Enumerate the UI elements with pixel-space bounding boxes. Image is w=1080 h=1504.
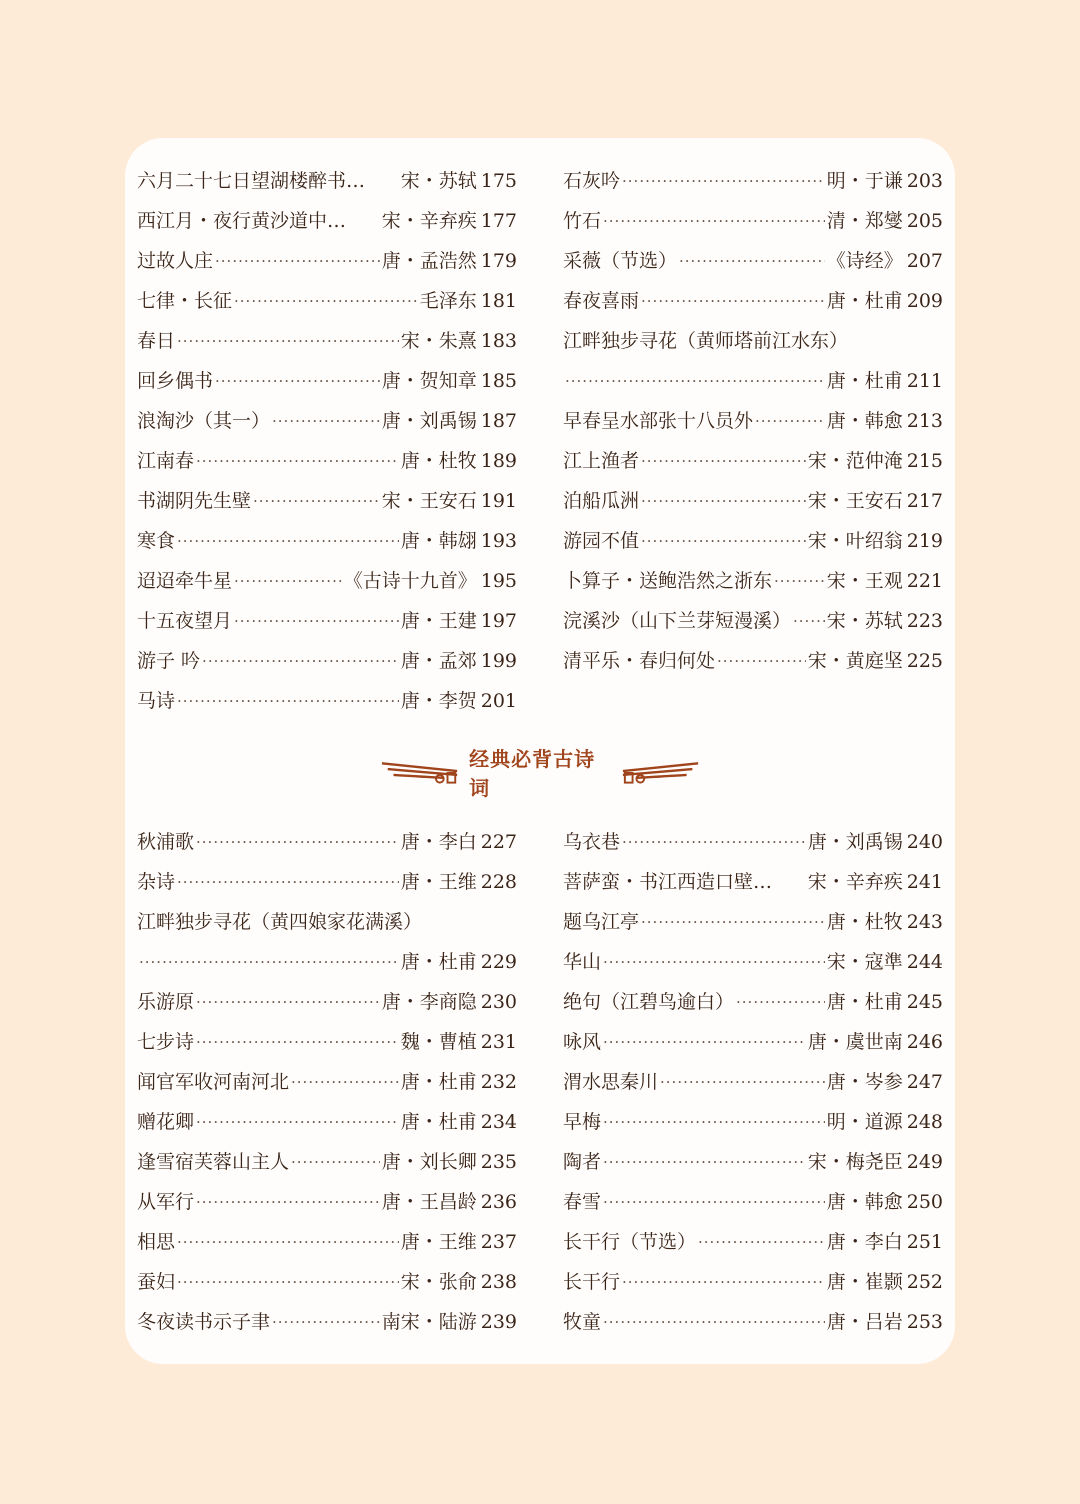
dot-leader	[196, 1102, 399, 1142]
toc-entry-page-number: 232	[480, 1071, 517, 1093]
toc-entry-author: 唐・韩愈	[826, 1191, 903, 1213]
dot-leader	[196, 982, 380, 1022]
dot-leader	[139, 942, 399, 982]
dot-leader	[272, 1302, 380, 1342]
toc-entry[interactable]	[137, 441, 517, 481]
toc-entry-ellipsis: …	[327, 210, 347, 232]
toc-entry-page-number: 250	[906, 1191, 943, 1213]
dot-leader	[603, 1142, 806, 1182]
toc-entry-title: 华山	[563, 951, 602, 973]
toc-entry-page-number: 175	[480, 170, 517, 192]
toc-entry-title: 逢雪宿芙蓉山主人	[137, 1151, 290, 1173]
toc-entry[interactable]	[563, 1062, 943, 1102]
toc-entry-author: 明・道源	[826, 1111, 903, 1133]
toc-entry[interactable]	[137, 681, 517, 721]
toc-entry[interactable]	[137, 1302, 517, 1342]
dot-leader	[196, 822, 399, 862]
toc-entry-title: 春雪	[563, 1191, 602, 1213]
toc-entry[interactable]	[563, 161, 943, 201]
toc-entry-page-number: 234	[480, 1111, 517, 1133]
toc-entry-page-number: 238	[480, 1271, 517, 1293]
toc-entry-author: 唐・杜牧	[400, 450, 477, 472]
toc-entry-page-number: 205	[906, 210, 943, 232]
toc-entry-title: 江畔独步寻花（黄四娘家花满溪）	[137, 911, 423, 933]
toc-entry-title: 七步诗	[137, 1031, 195, 1053]
toc-entry[interactable]	[137, 982, 517, 1022]
dot-leader	[603, 1182, 825, 1222]
toc-entry-author: 唐・虞世南	[807, 1031, 903, 1053]
toc-entry-page-number: 193	[480, 530, 517, 552]
dot-leader	[234, 281, 418, 321]
toc-entry-title: 江南春	[137, 450, 195, 472]
dot-leader	[177, 681, 399, 721]
toc-entry-title: 石灰吟	[563, 170, 621, 192]
toc-entry-author: 唐・杜牧	[826, 911, 903, 933]
toc-entry-page-number: 248	[906, 1111, 943, 1133]
toc-entry[interactable]	[563, 1102, 943, 1142]
toc-entry[interactable]	[137, 942, 517, 982]
section-header	[380, 747, 700, 800]
toc-entry-page-number: 225	[906, 650, 943, 672]
dot-leader	[641, 441, 806, 481]
toc-entry-author: 唐・王建	[400, 610, 477, 632]
toc-entry-author: 明・于谦	[826, 170, 903, 192]
toc-entry-page-number: 221	[906, 570, 943, 592]
toc-entry-author: 宋・梅尧臣	[807, 1151, 903, 1173]
toc-entry-author: 唐・吕岩	[826, 1311, 903, 1333]
toc-entry-title: 回乡偶书	[137, 370, 214, 392]
toc-entry-title: 秋浦歌	[137, 831, 195, 853]
toc-entry-author: 唐・李白	[400, 831, 477, 853]
toc-entry-title: 早梅	[563, 1111, 602, 1133]
toc-entry[interactable]	[563, 982, 943, 1022]
toc-entry-page-number: 228	[480, 871, 517, 893]
toc-entry[interactable]	[137, 1262, 517, 1302]
dot-leader	[698, 1222, 825, 1262]
toc-entry-author: 唐・杜甫	[826, 370, 903, 392]
dot-leader	[641, 481, 806, 521]
toc-entry[interactable]	[563, 401, 943, 441]
toc-entry-author: 唐・刘禹锡	[381, 410, 477, 432]
toc-entry-title: 杂诗	[137, 871, 176, 893]
toc-entry[interactable]	[137, 862, 517, 902]
dot-leader	[215, 361, 380, 401]
toc-entry[interactable]	[563, 1262, 943, 1302]
toc-entry-author: 宋・辛弃疾	[807, 871, 903, 893]
toc-entry-title: 清平乐・春归何处	[563, 650, 716, 672]
toc-entry[interactable]	[137, 1022, 517, 1062]
dot-leader	[660, 1062, 825, 1102]
toc-entry-title: 游子 吟	[137, 650, 201, 672]
dot-leader	[641, 281, 825, 321]
toc-entry-title: 过故人庄	[137, 250, 214, 272]
toc-entry-page-number: 213	[906, 410, 943, 432]
toc-entry-page-number: 247	[906, 1071, 943, 1093]
toc-entry-title: 牧童	[563, 1311, 602, 1333]
dot-leader	[603, 942, 825, 982]
dot-leader	[291, 1062, 399, 1102]
toc-entry-author: 《诗经》	[826, 250, 903, 272]
dot-leader	[603, 201, 825, 241]
toc-entry-page-number: 235	[480, 1151, 517, 1173]
toc-entry-title: 冬夜读书示子聿	[137, 1311, 271, 1333]
toc-entry-author: 唐・刘禹锡	[807, 831, 903, 853]
left-cloud-ornament-icon	[380, 757, 459, 787]
toc-entry-title: 马诗	[137, 690, 176, 712]
toc-entry-author: 《古诗十九首》	[343, 570, 477, 592]
toc-entry-page-number: 241	[906, 871, 943, 893]
toc-entry-author: 唐・刘长卿	[381, 1151, 477, 1173]
dot-leader	[196, 1022, 399, 1062]
toc-entry-title: 书湖阴先生壁	[137, 490, 252, 512]
toc-entry-page-number: 195	[480, 570, 517, 592]
dot-leader	[196, 441, 399, 481]
toc-entry-title: 咏风	[563, 1031, 602, 1053]
toc-entry-title: 采薇（节选）	[563, 250, 678, 272]
toc-entry-page-number: 181	[480, 290, 517, 312]
toc-entry-page-number: 245	[906, 991, 943, 1013]
toc-entry-author: 宋・朱熹	[400, 330, 477, 352]
toc-entry-title: 竹石	[563, 210, 602, 232]
toc-entry[interactable]	[563, 201, 943, 241]
toc-entry[interactable]	[563, 1182, 943, 1222]
toc-entry-page-number: 189	[480, 450, 517, 472]
dot-leader	[622, 822, 806, 862]
dot-leader	[177, 1262, 399, 1302]
toc-entry-page-number: 239	[480, 1311, 517, 1333]
toc-entry-page-number: 217	[906, 490, 943, 512]
dot-leader	[755, 401, 825, 441]
toc-entry[interactable]	[137, 561, 517, 601]
dot-leader	[603, 1022, 806, 1062]
dot-leader	[679, 241, 825, 281]
toc-entry-title: 江畔独步寻花（黄师塔前江水东）	[563, 330, 849, 352]
toc-entry-page-number: 253	[906, 1311, 943, 1333]
toc-entry-author: 宋・寇準	[826, 951, 903, 973]
section-title: 经典必背古诗词	[469, 747, 596, 800]
dot-leader	[603, 1302, 825, 1342]
toc-entry-page-number: 211	[906, 370, 943, 392]
toc-entry-title: 西江月・夜行黄沙道中	[137, 210, 328, 232]
right-cloud-ornament-icon	[621, 757, 700, 787]
toc-entry-page-number: 207	[906, 250, 943, 272]
toc-entry-author: 唐・岑参	[826, 1071, 903, 1093]
dot-leader	[272, 401, 380, 441]
toc-entry-page-number: 203	[906, 170, 943, 192]
toc-entry-page-number: 230	[480, 991, 517, 1013]
toc-entry[interactable]	[137, 822, 517, 862]
dot-leader	[234, 601, 399, 641]
dot-leader	[234, 561, 342, 601]
dot-leader	[622, 161, 825, 201]
toc-entry-author: 宋・苏轼	[826, 610, 903, 632]
toc-entry-author: 毛泽东	[419, 290, 477, 312]
toc-entry-author: 宋・叶绍翁	[807, 530, 903, 552]
toc-entry-page-number: 179	[480, 250, 517, 272]
toc-entry[interactable]	[137, 1222, 517, 1262]
toc-entry-title: 浪淘沙（其一）	[137, 410, 271, 432]
toc-entry[interactable]	[563, 321, 943, 361]
toc-entry-author: 唐・孟郊	[400, 650, 477, 672]
dot-leader	[291, 1142, 380, 1182]
toc-entry-author: 唐・王昌龄	[381, 1191, 477, 1213]
toc-entry[interactable]	[563, 601, 943, 641]
toc-entry-page-number: 229	[480, 951, 517, 973]
toc-entry-author: 魏・曹植	[400, 1031, 477, 1053]
toc-entry[interactable]	[563, 1142, 943, 1182]
toc-entry-author: 唐・杜甫	[400, 1071, 477, 1093]
toc-entry-page-number: 215	[906, 450, 943, 472]
toc-entry-page-number: 177	[480, 210, 517, 232]
dot-leader	[736, 982, 825, 1022]
dot-leader	[177, 521, 399, 561]
toc-entry-author: 唐・王维	[400, 871, 477, 893]
toc-entry-author: 唐・杜甫	[400, 951, 477, 973]
toc-entry-title: 卜算子・送鲍浩然之浙东	[563, 570, 773, 592]
toc-entry-author: 宋・王安石	[807, 490, 903, 512]
dot-leader	[793, 601, 825, 641]
toc-entry-title: 渭水思秦川	[563, 1071, 659, 1093]
toc-entry[interactable]	[563, 1022, 943, 1062]
toc-entry-page-number: 244	[906, 951, 943, 973]
toc-entry-page-number: 243	[906, 911, 943, 933]
toc-entry-title: 十五夜望月	[137, 610, 233, 632]
toc-entry-page-number: 249	[906, 1151, 943, 1173]
toc-entry-page-number: 209	[906, 290, 943, 312]
toc-entry-title: 从军行	[137, 1191, 195, 1213]
toc-entry-title: 早春呈水部张十八员外	[563, 410, 754, 432]
toc-entry[interactable]	[563, 902, 943, 942]
dot-leader	[177, 1222, 399, 1262]
toc-entry[interactable]	[563, 521, 943, 561]
toc-entry[interactable]	[137, 521, 517, 561]
dot-leader	[177, 862, 399, 902]
toc-entry[interactable]	[137, 1142, 517, 1182]
toc-entry[interactable]	[563, 241, 943, 281]
toc-entry[interactable]	[563, 561, 943, 601]
toc-entry-title: 江上渔者	[563, 450, 640, 472]
toc-entry-page-number: 252	[906, 1271, 943, 1293]
toc-entry-title: 赠花卿	[137, 1111, 195, 1133]
dot-leader	[215, 241, 380, 281]
toc-entry-page-number: 236	[480, 1191, 517, 1213]
toc-entry-title: 七律・长征	[137, 290, 233, 312]
toc-entry-page-number: 246	[906, 1031, 943, 1053]
toc-entry[interactable]	[563, 481, 943, 521]
toc-entry[interactable]	[137, 161, 517, 201]
toc-entry-page-number: 185	[480, 370, 517, 392]
toc-entry[interactable]	[563, 822, 943, 862]
dot-leader	[717, 641, 806, 681]
dot-leader	[196, 1182, 380, 1222]
toc-entry-author: 唐・杜甫	[400, 1111, 477, 1133]
toc-entry-author: 唐・李白	[826, 1231, 903, 1253]
toc-entry-author: 唐・贺知章	[381, 370, 477, 392]
toc-entry[interactable]	[563, 862, 943, 902]
toc-entry-author: 唐・韩愈	[826, 410, 903, 432]
toc-entry-author: 南宋・陆游	[381, 1311, 477, 1333]
toc-entry-author: 宋・王观	[826, 570, 903, 592]
toc-entry-author: 宋・范仲淹	[807, 450, 903, 472]
dot-leader	[603, 1102, 825, 1142]
toc-entry-author: 唐・韩翃	[400, 530, 477, 552]
toc-entry-author: 宋・苏轼	[400, 170, 477, 192]
toc-entry-title: 绝句（江碧鸟逾白）	[563, 991, 735, 1013]
toc-entry-page-number: 197	[480, 610, 517, 632]
toc-entry-author: 唐・杜甫	[826, 290, 903, 312]
toc-entry-author: 清・郑燮	[826, 210, 903, 232]
toc-entry-page-number: 227	[480, 831, 517, 853]
toc-entry-title: 泊船瓜洲	[563, 490, 640, 512]
dot-leader	[641, 521, 806, 561]
toc-entry-page-number: 201	[480, 690, 517, 712]
toc-entry-page-number: 223	[906, 610, 943, 632]
toc-entry[interactable]	[137, 241, 517, 281]
toc-entry-title: 长干行（节选）	[563, 1231, 697, 1253]
toc-entry-ellipsis: …	[753, 871, 773, 893]
toc-entry[interactable]	[137, 1062, 517, 1102]
toc-entry-title: 游园不值	[563, 530, 640, 552]
toc-entry-title: 乌衣巷	[563, 831, 621, 853]
toc-entry-title: 陶者	[563, 1151, 602, 1173]
toc-entry[interactable]	[563, 281, 943, 321]
toc-entry-page-number: 251	[906, 1231, 943, 1253]
toc-entry-title: 菩萨蛮・书江西造口壁	[563, 871, 754, 893]
toc-entry-author: 宋・王安石	[381, 490, 477, 512]
toc-entry-title: 迢迢牵牛星	[137, 570, 233, 592]
toc-entry-author: 唐・杜甫	[826, 991, 903, 1013]
toc-entry-author: 宋・张俞	[400, 1271, 477, 1293]
toc-entry-author: 唐・李商隐	[381, 991, 477, 1013]
toc-entry-page-number: 219	[906, 530, 943, 552]
toc-entry-author: 宋・辛弃疾	[381, 210, 477, 232]
toc-entry[interactable]	[137, 401, 517, 441]
toc-entry-title: 乐游原	[137, 991, 195, 1013]
toc-entry-title: 相思	[137, 1231, 176, 1253]
toc-entry[interactable]	[137, 321, 517, 361]
toc-entry-ellipsis: …	[346, 170, 366, 192]
toc-entry-title: 春夜喜雨	[563, 290, 640, 312]
toc-entry-page-number: 237	[480, 1231, 517, 1253]
toc-entry-page-number: 231	[480, 1031, 517, 1053]
toc-entry-author: 唐・李贺	[400, 690, 477, 712]
toc-entry-page-number: 183	[480, 330, 517, 352]
toc-entry[interactable]	[137, 601, 517, 641]
toc-entry-author: 唐・孟浩然	[381, 250, 477, 272]
toc-entry-page-number: 187	[480, 410, 517, 432]
toc-entry-title: 题乌江亭	[563, 911, 640, 933]
toc-entry-title: 六月二十七日望湖楼醉书	[137, 170, 347, 192]
toc-entry[interactable]	[137, 641, 517, 681]
toc-entry[interactable]	[137, 1182, 517, 1222]
toc-entry[interactable]	[563, 1302, 943, 1342]
toc-entry[interactable]	[563, 1222, 943, 1262]
toc-entry[interactable]	[563, 942, 943, 982]
toc-entry-author: 唐・崔颢	[826, 1271, 903, 1293]
dot-leader	[202, 641, 399, 681]
toc-entry[interactable]	[137, 281, 517, 321]
dot-leader	[253, 481, 380, 521]
toc-entry-title: 闻官军收河南河北	[137, 1071, 290, 1093]
toc-entry[interactable]	[563, 441, 943, 481]
toc-entry-title: 寒食	[137, 530, 176, 552]
dot-leader	[774, 561, 825, 601]
toc-entry-author: 宋・黄庭坚	[807, 650, 903, 672]
toc-entry[interactable]	[137, 481, 517, 521]
toc-entry[interactable]	[137, 902, 517, 942]
toc-entry[interactable]	[137, 361, 517, 401]
toc-entry-title: 长干行	[563, 1271, 621, 1293]
dot-leader	[177, 321, 399, 361]
toc-entry-author: 唐・王维	[400, 1231, 477, 1253]
toc-entry[interactable]	[137, 201, 517, 241]
toc-entry-page-number: 199	[480, 650, 517, 672]
toc-entry-title: 蚕妇	[137, 1271, 176, 1293]
toc-entry-page-number: 240	[906, 831, 943, 853]
dot-leader	[565, 361, 825, 401]
toc-entry[interactable]	[563, 361, 943, 401]
dot-leader	[622, 1262, 825, 1302]
dot-leader	[641, 902, 825, 942]
toc-entry[interactable]	[563, 641, 943, 681]
toc-entry-title: 浣溪沙（山下兰芽短漫溪）	[563, 610, 792, 632]
toc-entry-page-number: 191	[480, 490, 517, 512]
toc-entry-title: 春日	[137, 330, 176, 352]
toc-entry[interactable]	[137, 1102, 517, 1142]
